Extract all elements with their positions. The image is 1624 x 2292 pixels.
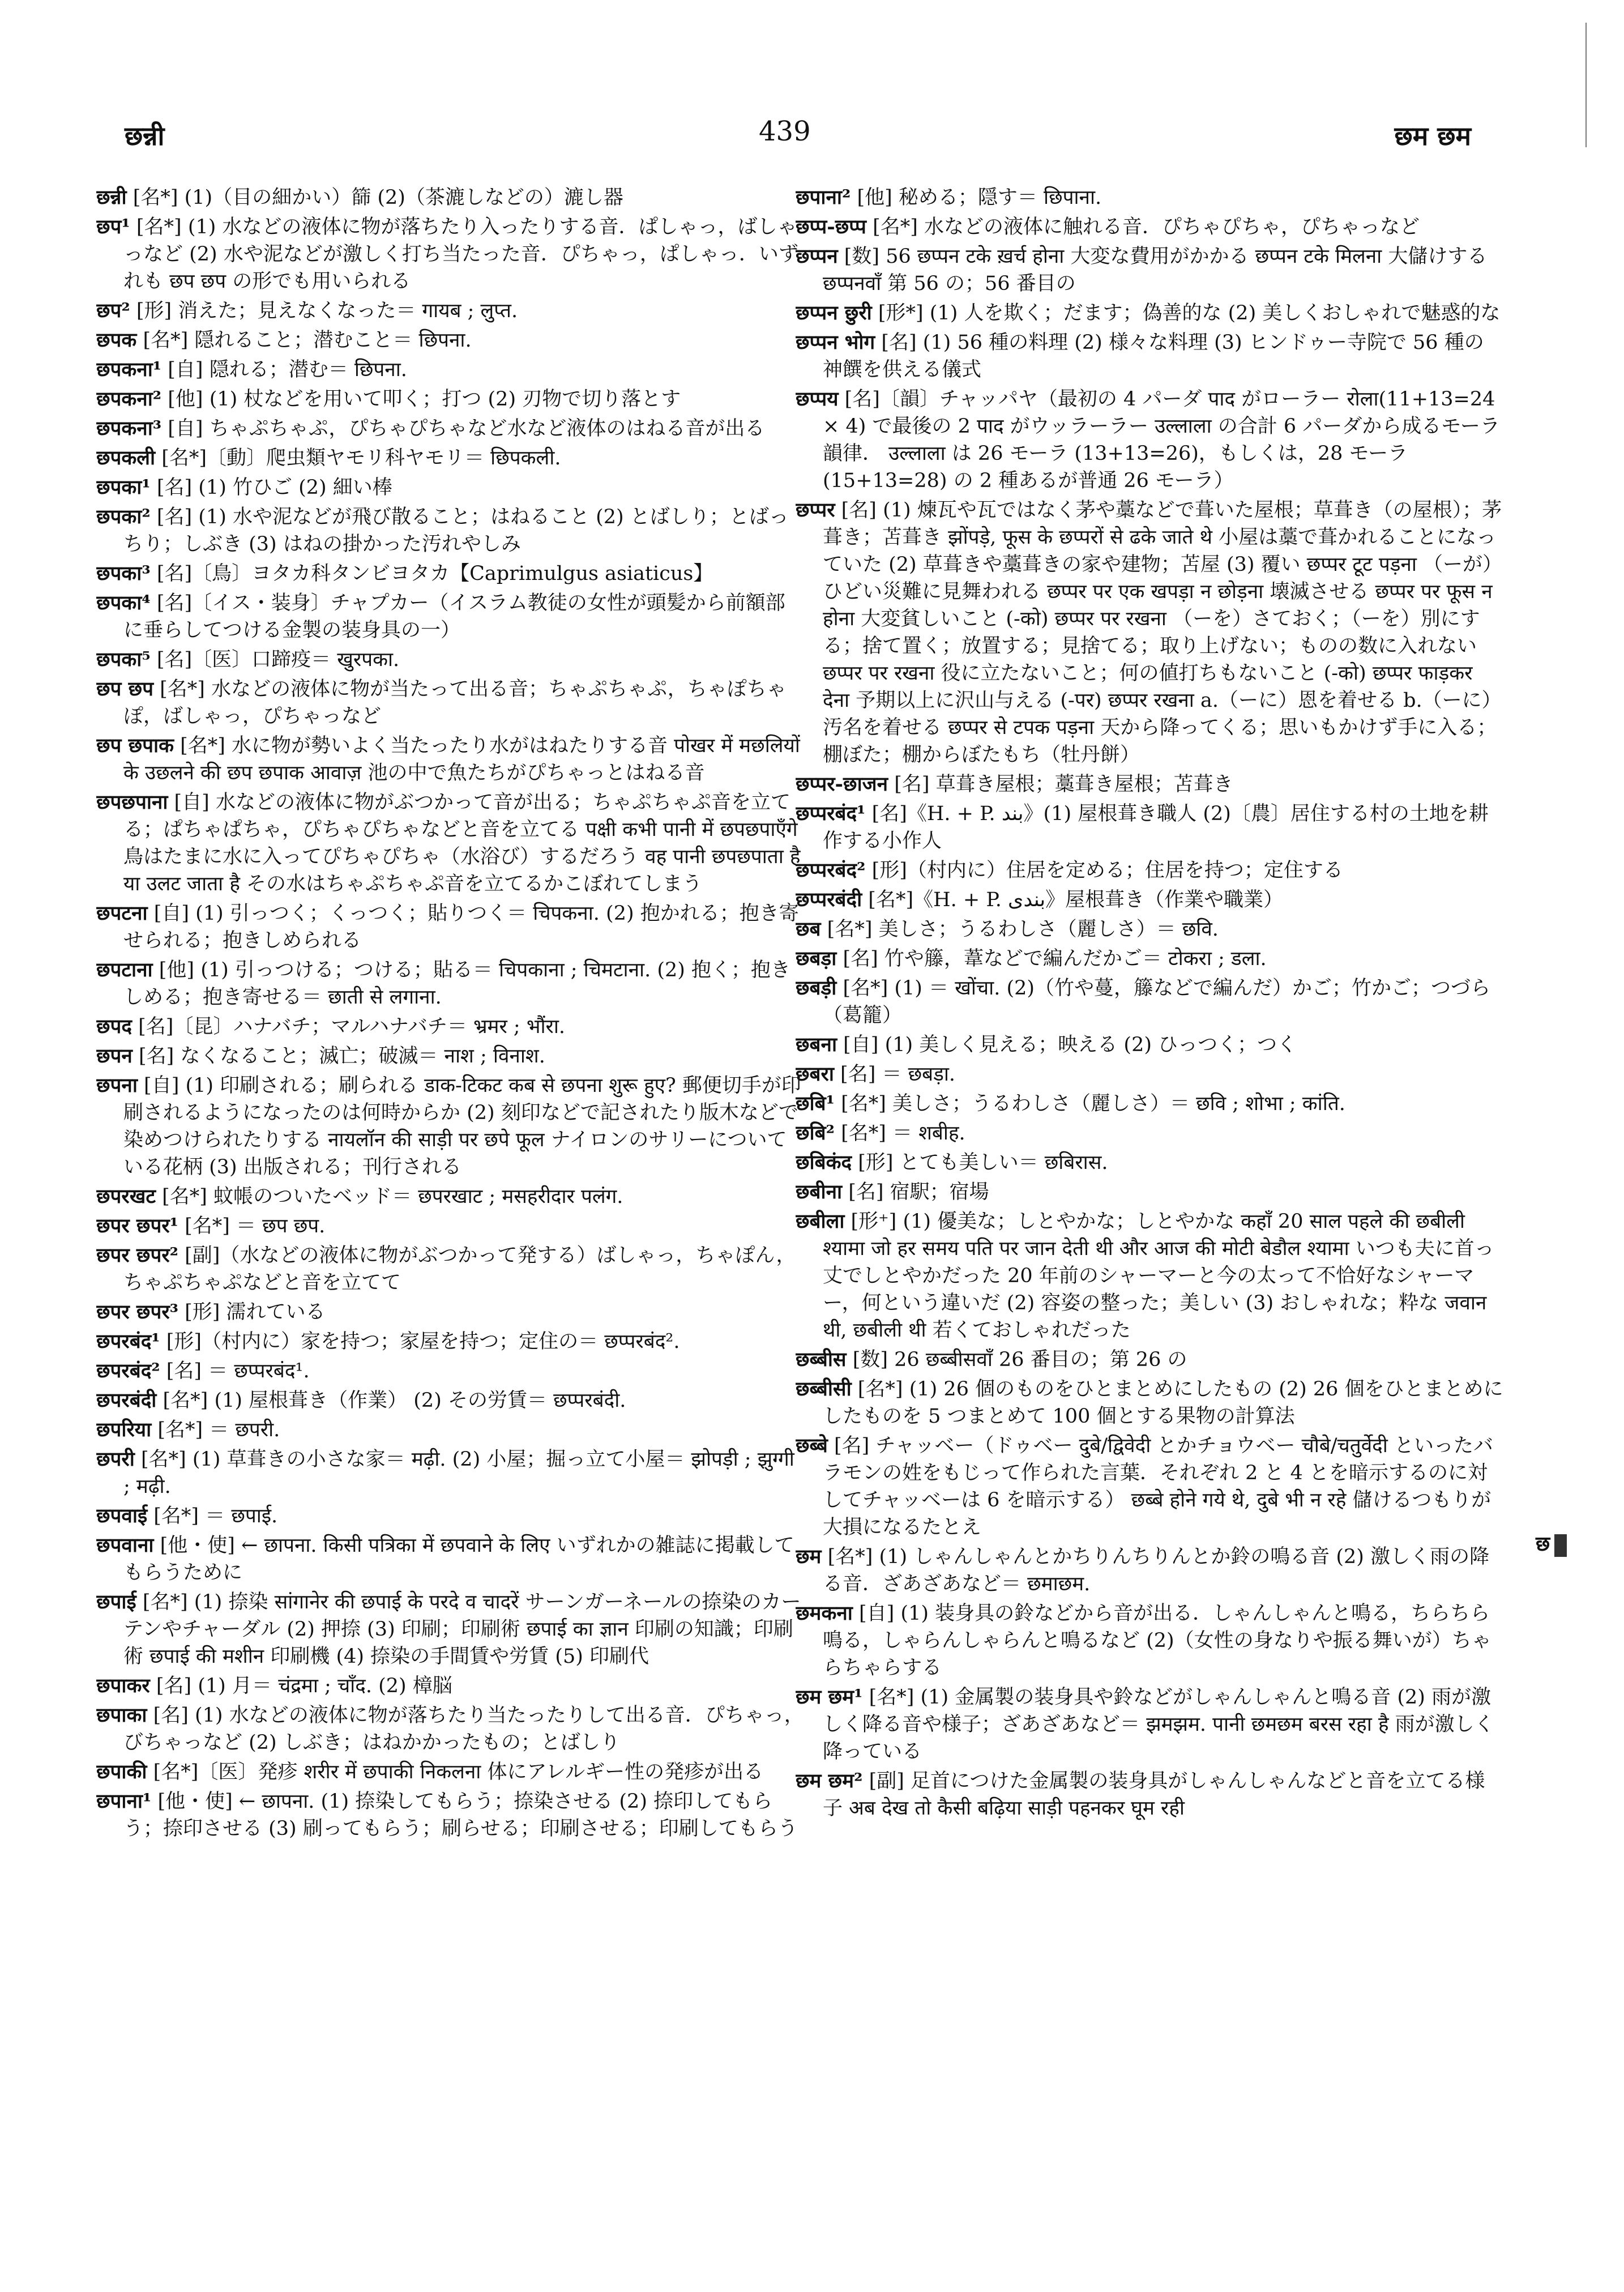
entry-headword: छबिकंद	[796, 1151, 852, 1174]
entry-definition: [名*] (1) しゃんしゃんとかちりんちりんとか鈴の鳴る音 (2) 激しく雨の降る音．ざあざあなど＝ छमाछम.	[823, 1546, 1490, 1595]
entry-headword: छप्पन भोग	[796, 331, 875, 354]
entry-definition: [名*] 美しさ；うるわしさ（麗しさ）＝ छवि.	[827, 918, 1219, 941]
entry-definition: [名] 竹や籐，葦などで編んだかご＝ टोकरा ; डला.	[843, 947, 1267, 970]
dictionary-entry	[796, 243, 1503, 297]
thumb-index-tab	[1536, 1529, 1567, 1557]
entry-headword: छपटाना	[96, 958, 153, 981]
entry-headword: छपरिया	[96, 1418, 152, 1441]
guide-word-left: छन्नी	[125, 121, 165, 151]
dictionary-entry	[96, 445, 804, 472]
entry-headword: छपरबंदी	[96, 1389, 157, 1412]
entry-definition: [自] (1) 印刷される；刷られる डाक-टिकट कब से छपना शुरू हुए? 郵便切手が印刷されるようになったのは何時からか (2) 刻印などで記されたり版木などで染めつけられたりする नायलॉन की साड़ी पर छपे फूल ナイロンのサリーについている花柄 (3) 出版される；刊行される	[123, 1074, 801, 1179]
entry-definition: [名*] (1) 水などの液体に物が落ちたり入ったりする音．ぱしゃっ，ばしゃっなど (2) 水や泥などが激しく打ち当たった音．ぴちゃっ，ぱしゃっ．いずれも छप छप の形でも用いられる	[123, 216, 798, 293]
entry-headword: छप्पय	[796, 387, 839, 411]
dictionary-entry	[796, 497, 1503, 769]
entry-definition: [自] ちゃぷちゃぷ，ぴちゃぴちゃなど水など液体のはねる音が出る	[168, 417, 765, 440]
dictionary-entry	[96, 1759, 804, 1786]
entry-definition: [名] なくなること；滅亡；破滅＝ नाश ; विनाश.	[138, 1045, 545, 1068]
entry-headword: छम छम²	[796, 1769, 863, 1792]
dictionary-entry	[796, 945, 1503, 972]
entry-definition: [名] チャッベー（ドゥベー दुबे/द्विवेदी とかチョウベー चौबे/चतुर्वेदी といったバラモンの姓をもじって作られた言葉．それぞれ 2 と 4 とを暗示するのに対してチャッベーは 6 を暗示する） छब्बे होने गये थे, दुबे भी न रहे 儲けるつもりが大損になるたとえ	[823, 1435, 1493, 1539]
guide-word-right: छम छम	[1394, 121, 1471, 151]
entry-definition: [自] (1) 美しく見える；映える (2) ひっつく；つく	[843, 1034, 1297, 1056]
dictionary-entry	[96, 900, 804, 954]
entry-headword: छम छम¹	[796, 1685, 863, 1709]
dictionary-entry	[96, 1672, 804, 1700]
entry-headword: छपका³	[96, 562, 151, 585]
entry-definition: [形] とても美しい＝ छबिरास.	[858, 1151, 1108, 1174]
entry-headword: छपकना¹	[96, 358, 162, 381]
entry-headword: छपका⁵	[96, 648, 151, 671]
entry-definition: [名*]〔動〕爬虫類ヤモリ科ヤモリ＝ छिपकली.	[161, 447, 561, 470]
entry-headword: छपवाना	[96, 1534, 154, 1557]
entry-headword: छप्परबंद¹	[796, 802, 866, 825]
entry-headword: छपन	[96, 1044, 133, 1068]
dictionary-entry	[796, 329, 1503, 383]
entry-definition: [名*] (1)（目の細かい）篩 (2)（茶漉しなどの）漉し器	[133, 186, 623, 209]
entry-headword: छपद	[96, 1015, 133, 1038]
entry-definition: [名] (1) 水や泥などが飛び散ること；はねること (2) とばしり；とばっちり；しぶき (3) はねの掛かった汚れやしみ	[123, 506, 789, 556]
entry-definition: [形]（村内に）家を持つ；家屋を持つ；定住の＝ छप्परबंद².	[166, 1330, 680, 1353]
dictionary-entry	[796, 214, 1503, 241]
dictionary-entry	[796, 1543, 1503, 1598]
entry-definition: [形] 濡れている	[185, 1301, 326, 1324]
entry-headword: छपटना	[96, 902, 148, 925]
left-column	[96, 184, 804, 2268]
dictionary-entry	[96, 560, 804, 587]
dictionary-entry	[96, 1416, 804, 1444]
dictionary-entry	[796, 1376, 1503, 1430]
entry-definition: [名] ＝ छप्परबंद¹.	[166, 1360, 310, 1382]
dictionary-entry	[796, 1061, 1503, 1088]
entry-definition: [名*] 隠れること；潜むこと＝ छिपना.	[143, 329, 472, 352]
dictionary-entry	[96, 1387, 804, 1414]
entry-headword: छपक	[96, 328, 137, 352]
entry-definition: [他] (1) 杖などを用いて叩く；打つ (2) 刃物で切り落とす	[168, 388, 681, 411]
entry-headword: छपकना²	[96, 387, 162, 411]
entry-definition: [数] 26 छब्बीसवाँ 26 番目の；第 26 の	[852, 1348, 1187, 1371]
entry-headword: छपरी	[96, 1448, 135, 1471]
dictionary-entry	[96, 1532, 804, 1586]
dictionary-entry	[96, 1242, 804, 1296]
entry-definition: [形⁺] (1) 優美な；しとやかな；しとやかな कहाँ 20 साल पहले की छबीली श्यामा जो हर समय पति पर जान देती थी और आज की मोटी बेडौल श्यामा いつも夫に首っ丈でしとやかだった 20 年前のシャーマーと今の太って不恰好なシャーマー，何という違いだ (2) 容姿の整った；美しい (3) おしゃれな；粋な जवान थी, छबीली थी 若くておしゃれだった	[823, 1210, 1494, 1342]
entry-headword: छपाना²	[796, 186, 851, 209]
dictionary-entry	[96, 957, 804, 1011]
dictionary-entry	[96, 789, 804, 898]
dictionary-entry	[96, 1503, 804, 1530]
entry-headword: छपाकर	[96, 1674, 150, 1697]
dictionary-entry	[96, 503, 804, 558]
entry-definition: [名*]《H. + P. بندی》屋根葺き（作業や職業）	[868, 889, 1284, 911]
entry-definition: [副] 足首につけた金属製の装身具がしゃんしゃんなどと音を立てる様子 अब देख तो कैसी बढ़िया साड़ी पहनकर घूम रही	[823, 1770, 1485, 1820]
entry-definition: [名] ＝ छबड़ा.	[840, 1063, 956, 1086]
entry-headword: छपाई	[96, 1590, 136, 1614]
dictionary-entry	[96, 1043, 804, 1070]
entry-definition: [他・使] ← छापना. किसी पत्रिका में छपवाने के लिए いずれかの雑誌に掲載してもらうために	[123, 1534, 794, 1584]
entry-headword: छबड़ी	[796, 976, 837, 1000]
dictionary-entry	[96, 1702, 804, 1756]
entry-definition: [名*]〔医〕発疹 शरीर में छपाकी निकलना 体にアレルギー性の発疹が出る	[153, 1761, 764, 1783]
entry-headword: छन्नी	[96, 186, 127, 209]
entry-definition: [名*] (1) 草葺きの小さな家＝ मढ़ी. (2) 小屋；掘っ立て小屋＝ झोपड़ी ; झुग्गी ; मढ़ी.	[123, 1448, 794, 1498]
entry-definition: [副]（水などの液体に物がぶつかって発する）ばしゃっ，ちゃぽん，ちゃぷちゃぷなどと音を立てて	[123, 1244, 796, 1294]
entry-headword: छम	[796, 1545, 822, 1568]
dictionary-entry	[96, 1013, 804, 1040]
entry-headword: छपका⁴	[96, 591, 151, 614]
dictionary-entry	[796, 1120, 1503, 1147]
entry-definition: [自] 隠れる；潜む＝ छिपना.	[168, 358, 407, 381]
entry-headword: छपछपाना	[96, 791, 168, 814]
dictionary-entry	[796, 857, 1503, 884]
dictionary-entry	[96, 1299, 804, 1326]
dictionary-entry	[796, 1432, 1503, 1541]
entry-headword: छबड़ा	[796, 947, 837, 970]
dictionary-entry	[96, 646, 804, 673]
thumb-index-bar	[1554, 1534, 1567, 1557]
dictionary-entry	[96, 327, 804, 354]
dictionary-entry	[96, 1328, 804, 1355]
entry-definition: [自] (1) 引っつく；くっつく；貼りつく＝ चिपकना. (2) 抱かれる；抱き寄せられる；抱きしめられる	[123, 902, 799, 952]
entry-definition: [名] (1) 水などの液体に物が落ちたり当たったりして出る音．ぴちゃっ，びちゃっなど (2) しぶき；はねかかったもの；とばしり	[123, 1704, 804, 1754]
dictionary-entry	[96, 1213, 804, 1240]
entry-headword: छब्बीस	[796, 1348, 847, 1371]
entry-headword: छप्पन छुरी	[796, 301, 872, 325]
thumb-index-letter: छ	[1536, 1532, 1550, 1556]
entry-definition: [名] (1) 煉瓦や瓦ではなく茅や藁などで葺いた屋根；草葺き（の屋根）；茅葺き；苫葺き झोंपड़े, फूस के छप्परों से ढके जाते थे 小屋は藁で葺かれることになっていた (2) 草葺きや藁葺きの家や建物；苫屋 (3) 覆い छप्पर टूट पड़ना （ーが）ひどい災難に見舞われる छप्पर पर एक खपड़ा न छोड़ना 壊滅させる छप्पर पर फूस न होना 大変貧しいこと (-को) छप्पर पर रखना （ーを）さておく；（ーを）別にする；捨て置く；放置する；見捨てる；取り上げない；ものの数に入れない छप्पर पर रखना 役に立たないこと；何の値打ちもないこと (-को) छप्पर फाड़कर देना 予期以上に沢山与える (-पर) छप्पर रखना a.（ーに）恩を着せる b.（ーに）汚名を着せる छप्पर से टपक पड़ना 天から降ってくる；思いもかけず手に入る；棚ぼた；棚からぼたもち（牡丹餅）	[823, 499, 1503, 766]
entry-headword: छप¹	[96, 215, 130, 238]
entry-definition: [名] (1) 月＝ चंद्रमा ; चाँद. (2) 樟脳	[156, 1675, 452, 1697]
entry-definition: [他・使] ← छापना. (1) 捺染してもらう；捺染させる (2) 捺印してもらう；捺印させる (3) 刷ってもらう；刷らせる；印刷させる；印刷してもらう	[123, 1790, 798, 1840]
dictionary-entry	[96, 297, 804, 325]
dictionary-entry	[796, 1600, 1503, 1681]
entry-headword: छपाना¹	[96, 1790, 152, 1813]
dictionary-entry	[96, 732, 804, 787]
dictionary-entry	[796, 1684, 1503, 1765]
dictionary-entry	[96, 1183, 804, 1210]
dictionary-entry	[796, 386, 1503, 494]
entry-headword: छप्परबंद²	[796, 859, 866, 882]
entry-definition: [名*] 水などの液体に触れる音．ぴちゃぴちゃ，ぴちゃっなど	[873, 216, 1420, 238]
entry-definition: [名*] (1) ＝ खोंचा. (2)（竹や蔓，籐などで編んだ）かご；竹かご；つづら（葛籠）	[823, 977, 1491, 1027]
entry-headword: छबि¹	[796, 1092, 835, 1115]
entry-headword: छपर छपर³	[96, 1300, 178, 1324]
entry-definition: [数] 56 छप्पन टके ख़र्च होना 大変な費用がかかる छप्पन टके मिलना 大儲けする छप्पनवाँ 第 56 の；56 番目の	[823, 245, 1488, 295]
entry-headword: छमकना	[796, 1602, 853, 1625]
dictionary-entry	[96, 1358, 804, 1385]
dictionary-entry	[96, 386, 804, 413]
entry-definition: [名*] (1) 金属製の装身具や鈴などがしゃんしゃんと鳴る音 (2) 雨が激しく降る音や様子；ざあざあなど＝ झमझम. पानी छमछम बरस रहा है 雨が激しく降っている	[823, 1686, 1494, 1763]
dictionary-entry	[96, 474, 804, 501]
entry-definition: [名*] ＝ छपाई.	[153, 1505, 278, 1527]
dictionary-entry	[96, 590, 804, 644]
entry-definition: [名*] (1) 26 個のものをひとまとめにしたもの (2) 26 個をひとまとめにしたものを 5 つまとめて 100 個とする果物の計算法	[823, 1378, 1503, 1428]
dictionary-entry	[796, 1179, 1503, 1206]
entry-definition: [名*] 美しさ；うるわしさ（麗しさ）＝ छवि ; शोभा ; कांति.	[841, 1092, 1345, 1115]
entry-headword: छप्पन	[796, 245, 838, 268]
entry-definition: [名*] 水に物が勢いよく当たったり水がはねたりする音 पोखर में मछलियों के उछलने की छप छपाक आवाज़ 池の中で魚たちがぴちゃっとはねる音	[123, 735, 800, 784]
page-header	[0, 113, 1624, 164]
entry-headword: छबीना	[796, 1180, 843, 1203]
entry-headword: छप्पर	[796, 498, 835, 522]
entry-headword: छप्परबंदी	[796, 888, 862, 911]
entry-headword: छपरबंद¹	[96, 1330, 160, 1353]
entry-headword: छबीला	[796, 1210, 845, 1233]
entry-headword: छपना	[96, 1074, 138, 1097]
entry-definition: [名*] ＝ शबीह.	[841, 1122, 965, 1145]
entry-definition: [名*] 蚊帳のついたベッド＝ छपरखाट ; मसहरीदार पलंग.	[162, 1185, 623, 1208]
page-number: 439	[759, 116, 811, 147]
entry-headword: छप छपाक	[96, 734, 174, 757]
dictionary-entry	[96, 415, 804, 442]
dictionary-entry	[796, 916, 1503, 943]
dictionary-entry	[796, 1031, 1503, 1058]
dictionary-entry	[796, 1090, 1503, 1117]
entry-definition: [名]〔鳥〕ヨタカ科タンビヨタカ【Caprimulgus asiaticus】	[156, 562, 713, 585]
entry-definition: [形] 消えた；見えなくなった＝ गायब ; लुप्त.	[136, 300, 518, 322]
entry-definition: [形*] (1) 人を欺く；だます；偽善的な (2) 美しくおしゃれで魅惑的な	[878, 302, 1501, 325]
entry-headword: छबना	[796, 1033, 837, 1056]
entry-headword: छपाकी	[96, 1760, 147, 1783]
dictionary-entry	[796, 975, 1503, 1029]
dictionary-entry	[96, 214, 804, 295]
entry-definition: [名] (1) 56 種の料理 (2) 様々な料理 (3) ヒンドゥー寺院で 56 種の神饌を供える儀式	[823, 331, 1484, 381]
dictionary-entry	[796, 300, 1503, 327]
dictionary-entry	[96, 1788, 804, 1842]
dictionary-entry	[96, 1072, 804, 1181]
entry-headword: छप्प-छप्प	[796, 215, 866, 238]
dictionary-entry	[96, 356, 804, 383]
entry-definition: [名*] (1) 捺染 सांगानेर की छपाई के परदे व चादरें サーンガーネールの捺染のカーテンやチャーダル (2) 押捺 (3) 印刷；印刷術 छपाई का ज्ञान 印刷の知識；印刷術 छपाई की मशीन 印刷機 (4) 捺染の手間賃や労賃 (5) 印刷代	[123, 1591, 801, 1668]
entry-headword: छपकली	[96, 446, 156, 470]
entry-headword: छप्पर-छाजन	[796, 772, 888, 796]
entry-headword: छपाका	[96, 1704, 147, 1727]
entry-definition: [名*] 水などの液体に物が当たって出る音；ちゃぷちゃぷ，ちゃぽちゃぽ，ばしゃっ，ぴちゃっなど	[123, 678, 787, 728]
entry-definition: [名*] ＝ छपरी.	[157, 1419, 280, 1441]
entry-definition: [名]〔イス・装身〕チャプカー（イスラム教徒の女性が頭髪から前額部に垂らしてつける金製の装身具の一）	[123, 592, 785, 642]
entry-definition: [名] (1) 竹ひご (2) 細い棒	[156, 476, 392, 499]
entry-headword: छपरखट	[96, 1185, 156, 1208]
dictionary-entry	[796, 800, 1503, 855]
dictionary-entry	[96, 676, 804, 730]
entry-headword: छपरबंद²	[96, 1359, 160, 1382]
dictionary-entry	[796, 1346, 1503, 1373]
dictionary-entry	[96, 1446, 804, 1500]
entry-headword: छब्बे	[796, 1434, 828, 1457]
entry-headword: छपका²	[96, 505, 151, 528]
entry-definition: [自] 水などの液体に物がぶつかって音が出る；ちゃぷちゃぷ音を立てる；ぱちゃぱちゃ，ぴちゃぴちゃなどと音を立てる पक्षी कभी पानी में छपछपाएँगे 鳥はたまに水に入ってぴちゃぴちゃ（水浴び）するだろう वह पानी छपछपाता है या उलट जाता है その水はちゃぷちゃぷ音を立てるかこぼれてしまう	[123, 791, 801, 895]
dictionary-entry	[796, 1768, 1503, 1822]
entry-definition: [名]〔韻〕チャッパヤ（最初の 4 パーダ पाद がローラー रोला(11+13=24 × 4) で最後の 2 पाद がウッラーラー उल्लाला の合計 6 パーダから成るモーラ韻律． उल्लाला は 26 モーラ (13+13=26)，もしくは，28 モーラ (15+13=28) の 2 種あるが普通 26 モーラ）	[823, 388, 1500, 492]
entry-headword: छपका¹	[96, 476, 151, 499]
entry-headword: छपर छपर²	[96, 1244, 178, 1267]
entry-definition: [他] 秘める；隠す＝ छिपाना.	[857, 186, 1102, 209]
entry-headword: छपकना³	[96, 417, 162, 440]
entry-headword: छपवाई	[96, 1504, 148, 1527]
entry-headword: छब्बीसी	[796, 1377, 852, 1401]
dictionary-entry	[96, 184, 804, 211]
entry-definition: [名] 宿駅；宿場	[848, 1181, 989, 1203]
dictionary-entry	[96, 1589, 804, 1670]
entry-definition: [他] (1) 引っつける；つける；貼る＝ चिपकाना ; चिमटाना. (2) 抱く；抱きしめる；抱き寄せる＝ छाती से लगाना.	[123, 959, 791, 1009]
entry-definition: [名] 草葺き屋根；藁葺き屋根；苫葺き	[894, 773, 1233, 796]
entry-definition: [名*] ＝ छप छप.	[185, 1215, 326, 1237]
entry-headword: छपर छपर¹	[96, 1214, 178, 1237]
dictionary-entry	[796, 1149, 1503, 1176]
entry-headword: छप²	[96, 299, 130, 322]
dictionary-entry	[796, 771, 1503, 798]
entry-definition: [名]〔医〕口蹄疫＝ खुरपका.	[156, 648, 400, 671]
right-column	[796, 184, 1503, 2268]
entry-definition: [形]（村内に）住居を定める；住居を持つ；定住する	[871, 859, 1343, 882]
entry-headword: छबरा	[796, 1062, 834, 1086]
entry-definition: [名*] (1) 屋根葺き（作業） (2) その労賃＝ छप्परबंदी.	[163, 1389, 626, 1412]
dictionary-entry	[796, 886, 1503, 914]
dictionary-entry	[796, 184, 1503, 211]
entry-definition: [名]《H. + P. بند》(1) 屋根葺き職人 (2)〔農〕居住する村の土地を耕作する小作人	[823, 803, 1489, 852]
entry-headword: छबि²	[796, 1121, 835, 1145]
dictionary-entry	[796, 1208, 1503, 1344]
entry-definition: [自] (1) 装身具の鈴などから音が出る．しゃんしゃんと鳴る，ちらちら鳴る，しゃらんしゃらんと鳴るなど (2)（女性の身なりや振る舞いが）ちゃらちゃらする	[823, 1602, 1491, 1679]
entry-headword: छप छप	[96, 677, 154, 701]
entry-definition: [名]〔昆〕ハナバチ；マルハナバチ＝ भ्रमर ; भौंरा.	[138, 1015, 566, 1038]
entry-headword: छब	[796, 917, 821, 941]
